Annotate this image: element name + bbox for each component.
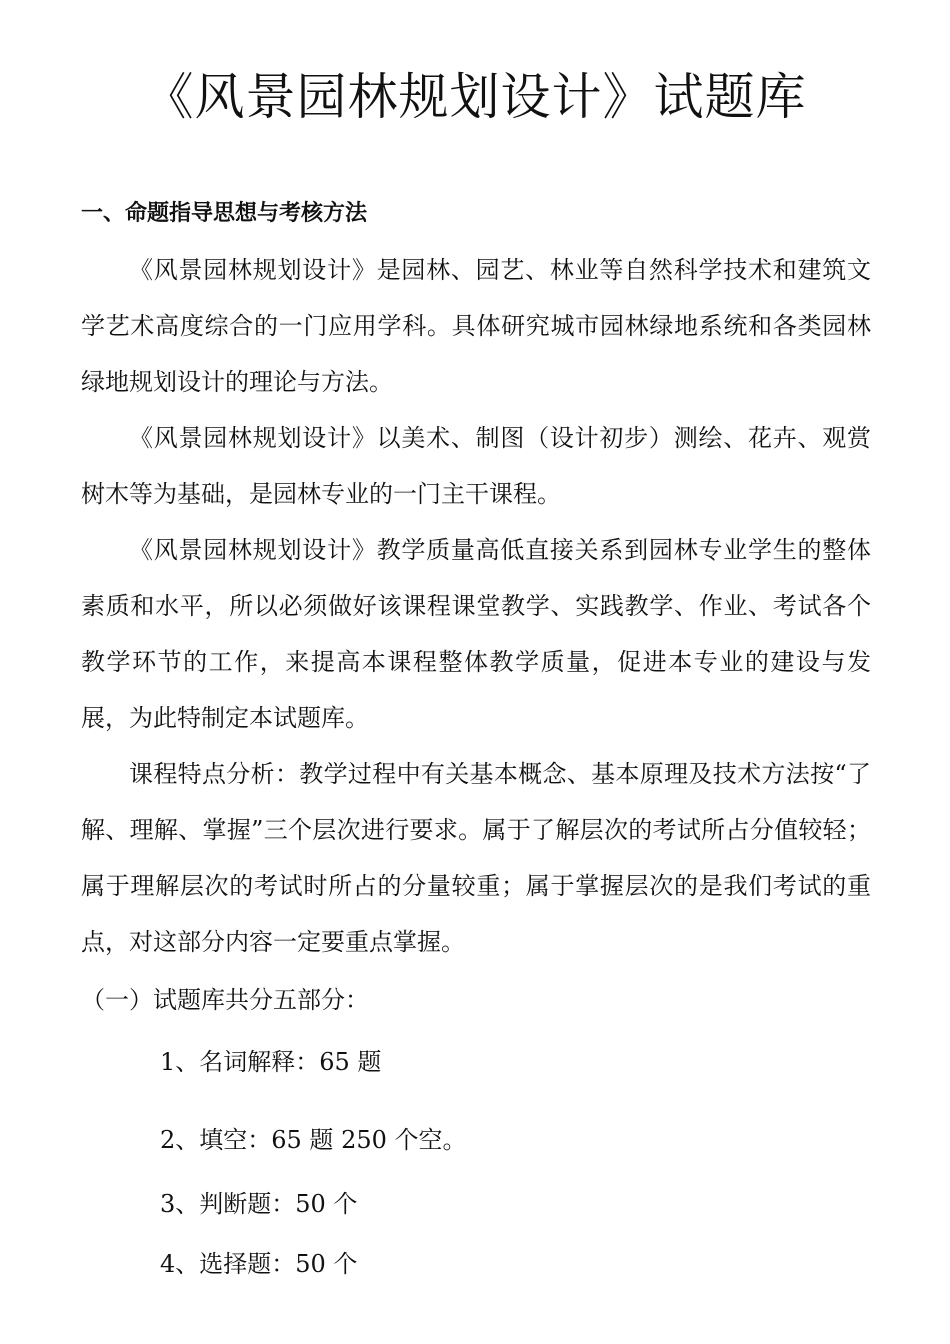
paragraph-course-analysis: 课程特点分析：教学过程中有关基本概念、基本原理及技术方法按“了解、理解、掌握”三个层次进行要求。属于了解层次的考试所占分值较轻；属于理解层次的考试时所占的分量较重；属于掌握层次的是我们考试的重点，对这部分内容一定要重点掌握。 xyxy=(81,760,871,956)
section-heading: 一、命题指导思想与考核方法 xyxy=(81,201,368,226)
list-item: 1、名词解释：65 题 xyxy=(160,1048,382,1076)
page-title: 《风景园林规划设计》试题库 xyxy=(143,68,807,126)
list-item: 2、填空：65 题 250 个空。 xyxy=(160,1126,467,1154)
paragraph-intro: 《风景园林规划设计》是园林、园艺、林业等自然科学技术和建筑文学艺术高度综合的一门应用学科。具体研究城市园林绿地系统和各类园林绿地规划设计的理论与方法。 xyxy=(81,256,871,396)
paragraph-foundation: 《风景园林规划设计》以美术、制图（设计初步）测绘、花卉、观赏树木等为基础，是园林专业的一门主干课程。 xyxy=(81,424,871,508)
paragraph-quality: 《风景园林规划设计》教学质量高低直接关系到园林专业学生的整体素质和水平，所以必须做好该课程课堂教学、实践教学、作业、考试各个教学环节的工作，来提高本课程整体教学质量，促进本专业的建设与发展，为此特制定本试题库。 xyxy=(81,536,871,732)
subsection-heading: （一）试题库共分五部分： xyxy=(81,986,369,1014)
list-item: 4、选择题：50 个 xyxy=(160,1250,358,1278)
list-item: 3、判断题：50 个 xyxy=(160,1190,358,1218)
